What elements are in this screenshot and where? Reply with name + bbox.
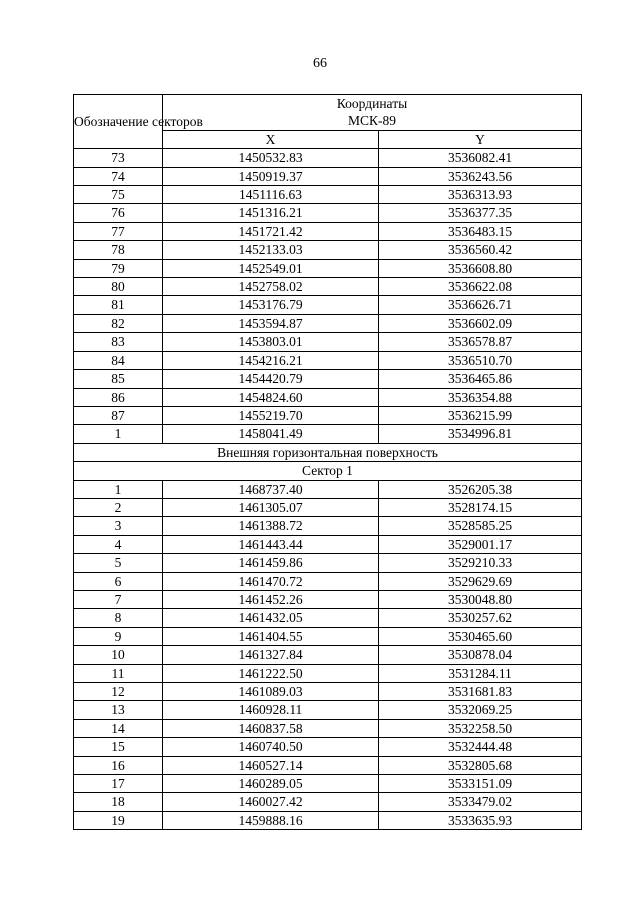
y-coordinate-cell: 3533479.02 — [379, 793, 582, 811]
x-coordinate-cell: 1452758.02 — [163, 278, 379, 296]
section-header-group — [74, 443, 582, 480]
table-row — [74, 149, 582, 167]
table-row — [74, 314, 582, 332]
x-coordinate-cell: 1461432.05 — [163, 609, 379, 627]
table-row — [74, 278, 582, 296]
y-coordinate-cell: 3536082.41 — [379, 149, 582, 167]
x-coordinate-cell: 1453803.01 — [163, 333, 379, 351]
table-row — [74, 186, 582, 204]
table-row — [74, 554, 582, 572]
table-row — [74, 664, 582, 682]
table-row — [74, 406, 582, 424]
sector-cell: 76 — [74, 204, 163, 222]
y-coordinate-cell: 3536626.71 — [379, 296, 582, 314]
x-column-header: X — [163, 130, 379, 148]
y-coordinate-cell: 3536313.93 — [379, 186, 582, 204]
x-coordinate-cell: 1461305.07 — [163, 498, 379, 516]
sector-cell: 11 — [74, 664, 163, 682]
sector-cell: 9 — [74, 627, 163, 645]
sector-column-header: Обозначение секторов — [74, 95, 163, 149]
x-coordinate-cell: 1461222.50 — [163, 664, 379, 682]
x-coordinate-cell: 1453594.87 — [163, 314, 379, 332]
y-coordinate-cell: 3532444.48 — [379, 738, 582, 756]
sector-cell: 7 — [74, 590, 163, 608]
table-row — [74, 425, 582, 443]
sector-cell: 3 — [74, 517, 163, 535]
x-coordinate-cell: 1451316.21 — [163, 204, 379, 222]
x-coordinate-cell: 1452133.03 — [163, 241, 379, 259]
x-coordinate-cell: 1454216.21 — [163, 351, 379, 369]
table-row — [74, 701, 582, 719]
table-row — [74, 719, 582, 737]
x-coordinate-cell: 1460740.50 — [163, 738, 379, 756]
x-coordinate-cell: 1455219.70 — [163, 406, 379, 424]
table-row — [74, 811, 582, 829]
sector-cell: 74 — [74, 167, 163, 185]
x-coordinate-cell: 1461089.03 — [163, 683, 379, 701]
table-row — [74, 627, 582, 645]
x-coordinate-cell: 1451721.42 — [163, 222, 379, 240]
x-coordinate-cell: 1453176.79 — [163, 296, 379, 314]
x-coordinate-cell: 1454824.60 — [163, 388, 379, 406]
x-coordinate-cell: 1460027.42 — [163, 793, 379, 811]
x-coordinate-cell: 1454420.79 — [163, 370, 379, 388]
y-coordinate-cell: 3529210.33 — [379, 554, 582, 572]
table-body-top — [74, 149, 582, 444]
table-row — [74, 517, 582, 535]
sector-cell: 13 — [74, 701, 163, 719]
x-coordinate-cell: 1452549.01 — [163, 259, 379, 277]
table-row — [74, 241, 582, 259]
sector-cell: 83 — [74, 333, 163, 351]
table-row — [74, 167, 582, 185]
x-coordinate-cell: 1458041.49 — [163, 425, 379, 443]
table-row — [74, 590, 582, 608]
y-coordinate-cell: 3529629.69 — [379, 572, 582, 590]
y-coordinate-cell: 3532805.68 — [379, 756, 582, 774]
sector-cell: 1 — [74, 425, 163, 443]
x-coordinate-cell: 1450532.83 — [163, 149, 379, 167]
sector-cell: 82 — [74, 314, 163, 332]
sector-cell: 16 — [74, 756, 163, 774]
x-coordinate-cell: 1461404.55 — [163, 627, 379, 645]
y-coordinate-cell: 3529001.17 — [379, 535, 582, 553]
y-coordinate-cell: 3530878.04 — [379, 646, 582, 664]
y-coordinate-cell: 3536560.42 — [379, 241, 582, 259]
sector-cell: 86 — [74, 388, 163, 406]
coordinates-table — [73, 94, 582, 830]
y-coordinate-cell: 3536243.56 — [379, 167, 582, 185]
y-coordinate-cell: 3536578.87 — [379, 333, 582, 351]
sector-cell: 77 — [74, 222, 163, 240]
table-row — [74, 204, 582, 222]
coordinates-column-header — [163, 95, 582, 131]
sector-cell: 18 — [74, 793, 163, 811]
y-coordinate-cell: 3532069.25 — [379, 701, 582, 719]
sector-cell: 17 — [74, 775, 163, 793]
y-coordinate-cell: 3530257.62 — [379, 609, 582, 627]
sector-cell: 73 — [74, 149, 163, 167]
y-coordinate-cell: 3536377.35 — [379, 204, 582, 222]
sector-cell: 1 — [74, 480, 163, 498]
y-coordinate-cell: 3528174.15 — [379, 498, 582, 516]
y-coordinate-cell: 3536483.15 — [379, 222, 582, 240]
table-row — [74, 646, 582, 664]
y-coordinate-cell: 3534996.81 — [379, 425, 582, 443]
y-coordinate-cell: 3536602.09 — [379, 314, 582, 332]
table-row — [74, 388, 582, 406]
x-coordinate-cell: 1461470.72 — [163, 572, 379, 590]
table-row — [74, 683, 582, 701]
x-coordinate-cell: 1461459.86 — [163, 554, 379, 572]
table-header — [74, 95, 582, 149]
y-coordinate-cell: 3530048.80 — [379, 590, 582, 608]
y-coordinate-cell: 3536622.08 — [379, 278, 582, 296]
x-coordinate-cell: 1451116.63 — [163, 186, 379, 204]
y-coordinate-cell: 3533151.09 — [379, 775, 582, 793]
table-row — [74, 609, 582, 627]
table-row — [74, 259, 582, 277]
table-row — [74, 480, 582, 498]
sector-cell: 19 — [74, 811, 163, 829]
coordinates-title: Координаты — [336, 96, 408, 111]
y-coordinate-cell: 3536608.80 — [379, 259, 582, 277]
table-row — [74, 738, 582, 756]
y-coordinate-cell: 3531284.11 — [379, 664, 582, 682]
x-coordinate-cell: 1450919.37 — [163, 167, 379, 185]
sector-cell: 87 — [74, 406, 163, 424]
y-coordinate-cell: 3533635.93 — [379, 811, 582, 829]
table-row — [74, 498, 582, 516]
sector-cell: 6 — [74, 572, 163, 590]
table-row — [74, 535, 582, 553]
y-coordinate-cell: 3526205.38 — [379, 480, 582, 498]
x-coordinate-cell: 1460837.58 — [163, 719, 379, 737]
coordinate-system: МСК-89 — [347, 113, 396, 129]
sector-cell: 85 — [74, 370, 163, 388]
x-coordinate-cell: 1461388.72 — [163, 517, 379, 535]
table-row — [74, 333, 582, 351]
table-row — [74, 572, 582, 590]
sector-cell: 15 — [74, 738, 163, 756]
sector-cell: 5 — [74, 554, 163, 572]
sector-cell: 12 — [74, 683, 163, 701]
y-coordinate-cell: 3536215.99 — [379, 406, 582, 424]
x-coordinate-cell: 1460928.11 — [163, 701, 379, 719]
sector-cell: 14 — [74, 719, 163, 737]
table-row — [74, 222, 582, 240]
sector-cell: 84 — [74, 351, 163, 369]
y-column-header: Y — [379, 130, 582, 148]
x-coordinate-cell: 1461443.44 — [163, 535, 379, 553]
table-row — [74, 370, 582, 388]
table-row — [74, 793, 582, 811]
sector-cell: 75 — [74, 186, 163, 204]
x-coordinate-cell: 1461327.84 — [163, 646, 379, 664]
table-row — [74, 296, 582, 314]
y-coordinate-cell: 3530465.60 — [379, 627, 582, 645]
sector-cell: 78 — [74, 241, 163, 259]
sector-cell: 79 — [74, 259, 163, 277]
sector-cell: 81 — [74, 296, 163, 314]
subsection-title: Сектор 1 — [74, 462, 582, 480]
y-coordinate-cell: 3536510.70 — [379, 351, 582, 369]
section-title: Внешняя горизонтальная поверхность — [74, 443, 582, 461]
y-coordinate-cell: 3531681.83 — [379, 683, 582, 701]
x-coordinate-cell: 1460527.14 — [163, 756, 379, 774]
sector-cell: 2 — [74, 498, 163, 516]
table-row — [74, 775, 582, 793]
sector-cell: 80 — [74, 278, 163, 296]
page-number: 66 — [313, 56, 327, 71]
x-coordinate-cell: 1461452.26 — [163, 590, 379, 608]
table-body-bottom — [74, 480, 582, 830]
table-row — [74, 351, 582, 369]
x-coordinate-cell: 1460289.05 — [163, 775, 379, 793]
y-coordinate-cell: 3536465.86 — [379, 370, 582, 388]
y-coordinate-cell: 3528585.25 — [379, 517, 582, 535]
sector-cell: 4 — [74, 535, 163, 553]
table-row — [74, 756, 582, 774]
sector-cell: 8 — [74, 609, 163, 627]
x-coordinate-cell: 1459888.16 — [163, 811, 379, 829]
x-coordinate-cell: 1468737.40 — [163, 480, 379, 498]
y-coordinate-cell: 3532258.50 — [379, 719, 582, 737]
y-coordinate-cell: 3536354.88 — [379, 388, 582, 406]
sector-cell: 10 — [74, 646, 163, 664]
